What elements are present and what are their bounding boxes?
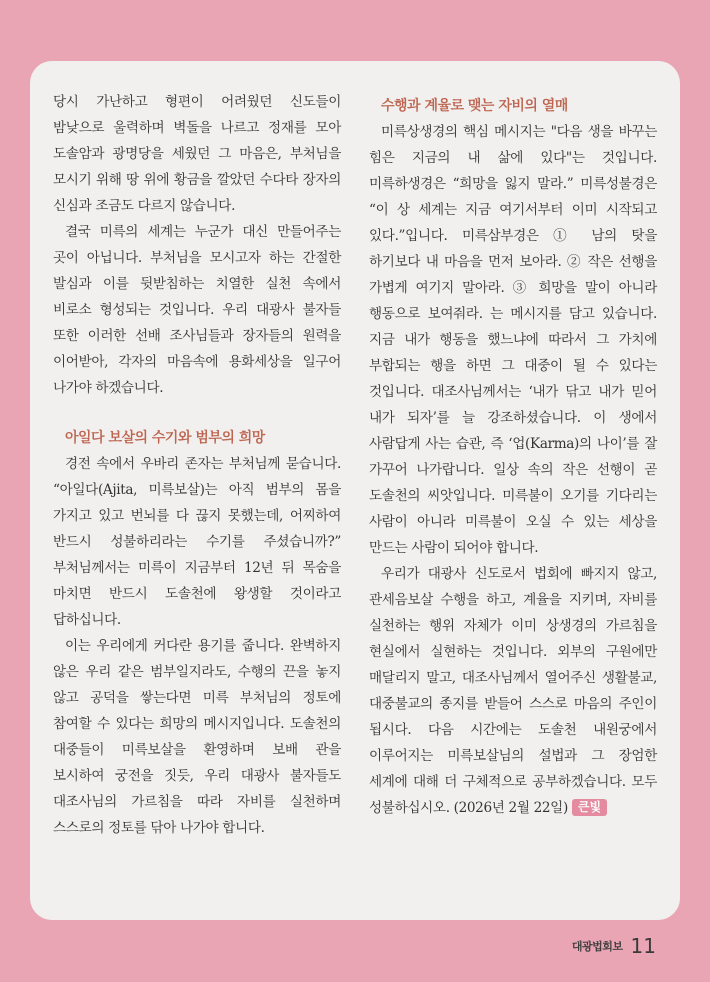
- section-heading-practice: 수행과 계율로 맺는 자비의 열매: [381, 98, 568, 114]
- right-paragraph-2-text: 우리가 대광사 신도로서 법회에 빠지지 않고, 관세음보살 수행을 하고, 계율을 지키며, 자비를 실천하는 행위 자체가 이미 상생경의 가르침을 현실에서 실현하는 것입니다. 외부의 구원에만 매달리지 말고, 대조사님께서 열어주신 생활불교, 대중불교의 종지를 받들어 스스로 마음의 주인이 됩시다. 다음 시간에는 도솔천 내원궁에서 이루어지는 미륵보살님의 설법과 그 장엄한 세계에 대해 더 구체적으로 공부하겠습니다. 모두 성불하십시오. (2026년 2월 22일): [369, 566, 657, 816]
- left-paragraph-2: 결국 미륵의 세계는 누군가 대신 만들어주는 곳이 아닙니다. 부처님을 모시고자 하는 간절한 발심과 이를 뒷받침하는 치열한 실천 속에서 비로소 형성되는 것입니다. 우리 대광사 불자들 또한 이러한 선배 조사님들과 장자들의 원력을 이어받아, 각자의 마음속에 용화세상을 일구어 나가야 하겠습니다.: [53, 224, 341, 396]
- right-paragraph-2: [369, 561, 657, 821]
- right-paragraph-1: 미륵상생경의 핵심 메시지는 "다음 생을 바꾸는 힘은 지금의 내 삶에 있다"는 것입니다. 미륵하생경은 “희망을 잃지 말라.” 미륵성불경은 “이 상 세계는 지금 여기서부터 이미 시작되고 있다.”입니다. 미륵삼부경은 ① 남의 탓을 하기보다 내 마음을 먼저 보아라. ② 작은 선행을 가볍게 여기지 말아라. ③ 희망을 말이 아니라 행동으로 보여줘라. 는 메시지를 담고 있습니다. 지금 내가 행동을 했느냐에 따라서 그 가치에 부합되는 행을 하면 그 대중이 될 수 있다는 것입니다. 대조사님께서는 ‘내가 닦고 내가 믿어 내가 되자’를 늘 강조하셨습니다. 이 생에서 사람답게 사는 습관, 즉 ‘업(Karma)의 나이’를 잘 가꾸어 나가랍니다. 일상 속의 작은 선행이 곧 도솔천의 씨앗입니다. 미륵불이 오기를 기다리는 사람이 아니라 미륵불이 오실 수 있는 세상을 만드는 사람이 되어야 합니다.: [369, 124, 657, 556]
- author-badge: 큰빛: [572, 799, 607, 816]
- left-column: [53, 89, 341, 841]
- page-footer: [572, 932, 656, 960]
- page-number: 11: [630, 934, 656, 958]
- left-paragraph-4: 이는 우리에게 커다란 용기를 줍니다. 완벽하지 않은 우리 같은 범부일지라도, 수행의 끈을 놓지 않고 공덕을 쌓는다면 미륵 부처님의 정토에 참여할 수 있다는 희망의 메시지입니다. 도솔천의 대중들이 미륵보살을 환영하며 보배 관을 보시하여 궁전을 짓듯, 우리 대광사 불자들도 대조사님의 가르침을 따라 자비를 실천하며 스스로의 정토를 닦아 나가야 합니다.: [53, 638, 341, 836]
- section-gap: [53, 401, 341, 425]
- left-paragraph-3: 경전 속에서 우바리 존자는 부처님께 묻습니다. “아일다(Ajita, 미륵보살)는 아직 범부의 몸을 가지고 있고 번뇌를 다 끊지 못했는데, 어찌하여 반드시 성불하리라는 수기를 주셨습니까?” 부처님께서는 미륵이 지금부터 12년 뒤 목숨을 마치면 반드시 도솔천에 왕생할 것이라고 답하십니다.: [53, 456, 341, 628]
- section-heading-ajita: 아일다 보살의 수기와 범부의 희망: [65, 430, 265, 446]
- publication-name: 대광법회보: [571, 940, 623, 953]
- right-column: [369, 93, 657, 821]
- left-paragraph-1: 당시 가난하고 형편이 어려웠던 신도들이 밤낮으로 울력하며 벽돌을 나르고 정재를 모아 도솔암과 광명당을 세웠던 그 마음은, 부처님을 모시기 위해 땅 위에 황금을 깔았던 수다타 장자의 신심과 조금도 다르지 않습니다.: [53, 94, 341, 214]
